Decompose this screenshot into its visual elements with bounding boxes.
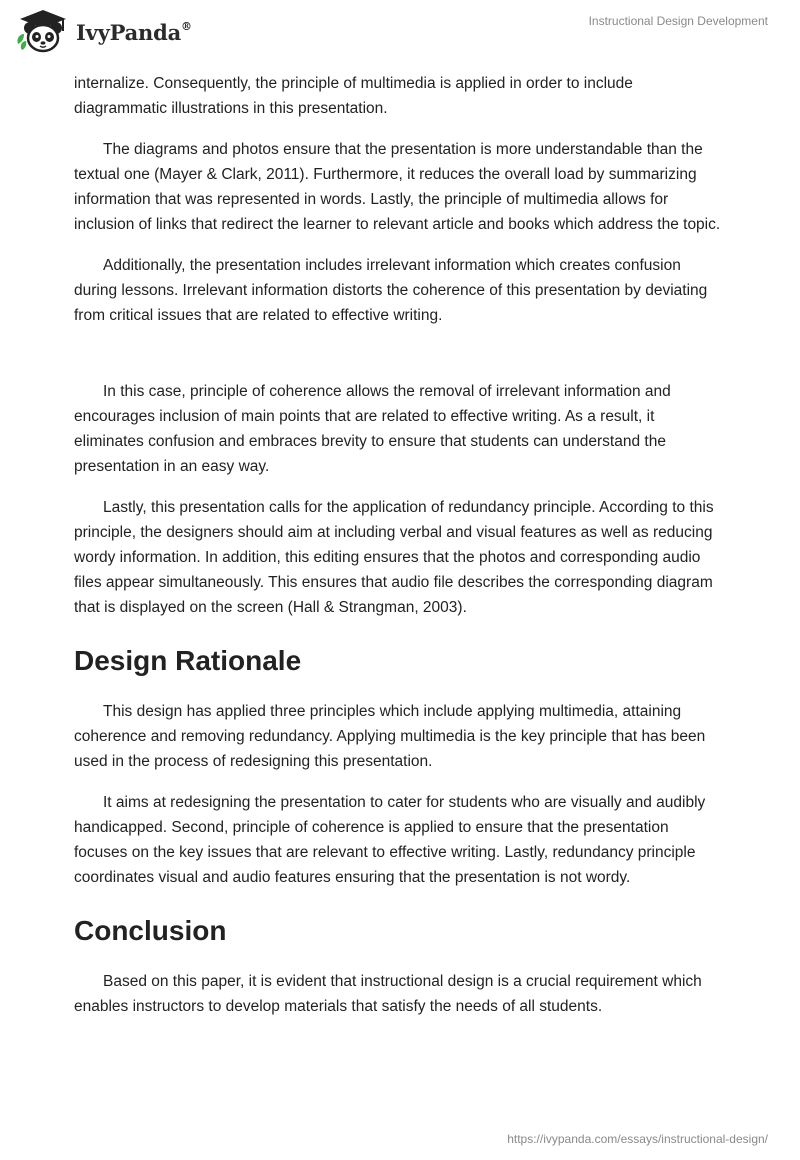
essay-content <box>74 71 726 1035</box>
paragraph-2: The diagrams and photos ensure that the presentation is more understandable than the textual one (Mayer & Clark, 2011). Furthermore, it reduces the overall load by summarizing information that was represented in words. Lastly, the principle of multimedia allows for inclusion of links that redirect the learner to relevant article and books which address the topic. <box>74 141 721 233</box>
brand-name: IvyPanda® <box>76 19 192 45</box>
paragraph-5: Lastly, this presentation calls for the application of redundancy principle. According to this principle, the designers should aim at including verbal and visual features as well as reducing wordy information. In addition, this editing ensures that the photos and corresponding audio files appear simultaneously. This ensures that audio file describes the corresponding diagram that is displayed on the screen (Hall & Strangman, 2003). <box>74 499 714 616</box>
page-header <box>0 0 800 66</box>
source-url-link[interactable]: https://ivypanda.com/essays/instructional-design/ <box>507 1132 768 1146</box>
ivypanda-logo[interactable] <box>14 8 192 54</box>
panda-graduate-icon <box>14 8 72 54</box>
paragraph-1: internalize. Consequently, the principle of multimedia is applied in order to include diagrammatic illustrations in this presentation. <box>74 75 633 117</box>
heading-conclusion: Conclusion <box>74 915 227 946</box>
paragraph-4: In this case, principle of coherence allows the removal of irrelevant information and encourages inclusion of main points that are related to effective writing. As a result, it eliminates confusion and embraces brevity to ensure that students can understand the presentation in an easy way. <box>74 383 671 475</box>
paragraph-3: Additionally, the presentation includes irrelevant information which creates confusion during lessons. Irrelevant information distorts the coherence of this presentation by deviating from critical issues that are related to effective writing. <box>74 257 708 324</box>
paragraph-7: It aims at redesigning the presentation to cater for students who are visually and audibly handicapped. Second, principle of coherence is applied to ensure that the presentation focuses on the key issues that are relevant to effective writing. Lastly, redundancy principle coordinates visual and audio features ensuring that the presentation is not wordy. <box>74 794 706 886</box>
paragraph-8: Based on this paper, it is evident that instructional design is a crucial requirement which enables instructors to develop materials that satisfy the needs of all students. <box>74 973 702 1015</box>
document-title: Instructional Design Development <box>588 14 768 28</box>
paragraph-6: This design has applied three principles which include applying multimedia, attaining coherence and removing redundancy. Applying multimedia is the key principle that has been used in the process of redesigning this presentation. <box>74 703 706 770</box>
registered-mark: ® <box>181 19 192 33</box>
heading-design-rationale: Design Rationale <box>74 645 302 676</box>
